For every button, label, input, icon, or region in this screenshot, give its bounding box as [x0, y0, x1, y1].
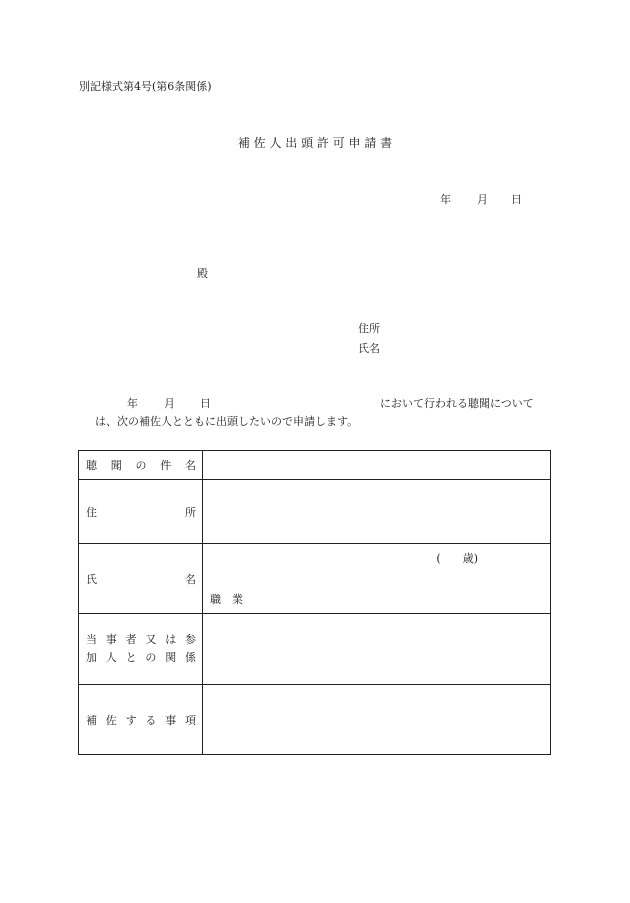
occupation-label: 職 業: [210, 593, 243, 606]
label-char: 住: [86, 505, 97, 519]
label-char: の: [145, 651, 157, 664]
label-char: 者: [125, 633, 137, 646]
label-char: る: [145, 713, 157, 727]
date-year-label: 年: [440, 193, 451, 206]
label-char: 人: [105, 651, 117, 664]
relationship-label-line-2: [86, 649, 196, 667]
body-text-line-1: において行われる聴聞について: [380, 397, 534, 410]
label-char: す: [125, 713, 137, 727]
label-char: 聞: [110, 459, 122, 472]
hearing-subject-label-cell: [79, 451, 203, 480]
body-text-line-2: は、次の補佐人とともに出頭したいので申請します。: [95, 415, 359, 428]
hearing-date-year-label: 年: [127, 397, 138, 410]
label-char: 事: [105, 633, 117, 646]
applicant-name-label: 氏名: [358, 342, 380, 355]
label-char: 件: [160, 459, 172, 472]
label-char: 名: [185, 572, 196, 586]
address-field[interactable]: [203, 480, 551, 544]
assistant-info-table: [78, 450, 551, 755]
hearing-date-month-label: 月: [164, 397, 175, 410]
applicant-address-label: 住所: [358, 322, 380, 335]
label-char: 聴: [86, 459, 97, 472]
age-annotation: ( 歳): [436, 552, 478, 565]
label-char: 当: [86, 633, 97, 646]
hearing-subject-field[interactable]: [203, 451, 551, 480]
label-char: 佐: [105, 713, 117, 727]
address-label-cell: [79, 480, 203, 544]
name-field[interactable]: [203, 544, 551, 614]
label-char: 加: [86, 651, 97, 664]
relationship-label-line-1: [86, 631, 196, 649]
name-label-cell: [79, 544, 203, 614]
form-number: 別記様式第4号(第6条関係): [79, 80, 212, 93]
address-label: [86, 504, 196, 520]
name-label: [86, 571, 196, 587]
assist-matters-label-cell: [79, 685, 203, 755]
relationship-field[interactable]: [203, 614, 551, 685]
label-char: は: [165, 633, 177, 646]
label-char: 又: [145, 633, 157, 646]
label-char: 名: [185, 459, 196, 472]
date-day-label: 日: [511, 193, 522, 206]
label-char: 参: [184, 633, 196, 646]
label-char: 関: [165, 651, 177, 664]
assist-matters-field[interactable]: [203, 685, 551, 755]
table-row: [79, 480, 551, 544]
label-char: 所: [185, 505, 196, 519]
label-char: の: [135, 459, 147, 472]
label-char: 項: [184, 713, 196, 727]
table-row: [79, 451, 551, 480]
table-row: [79, 685, 551, 755]
table-row: [79, 614, 551, 685]
label-char: 氏: [86, 572, 97, 586]
hearing-date-day-label: 日: [200, 397, 211, 410]
table-row: [79, 544, 551, 614]
document-title: 補 佐 人 出 頭 許 可 申 請 書: [237, 136, 393, 150]
label-char: 事: [165, 713, 177, 727]
label-char: 補: [86, 713, 97, 727]
label-char: 係: [184, 651, 196, 664]
hearing-subject-label: [86, 457, 196, 473]
addressee-suffix: 殿: [197, 267, 208, 280]
date-month-label: 月: [477, 193, 488, 206]
assist-matters-label: [86, 712, 196, 728]
label-char: と: [125, 651, 137, 664]
relationship-label-cell: [79, 614, 203, 685]
